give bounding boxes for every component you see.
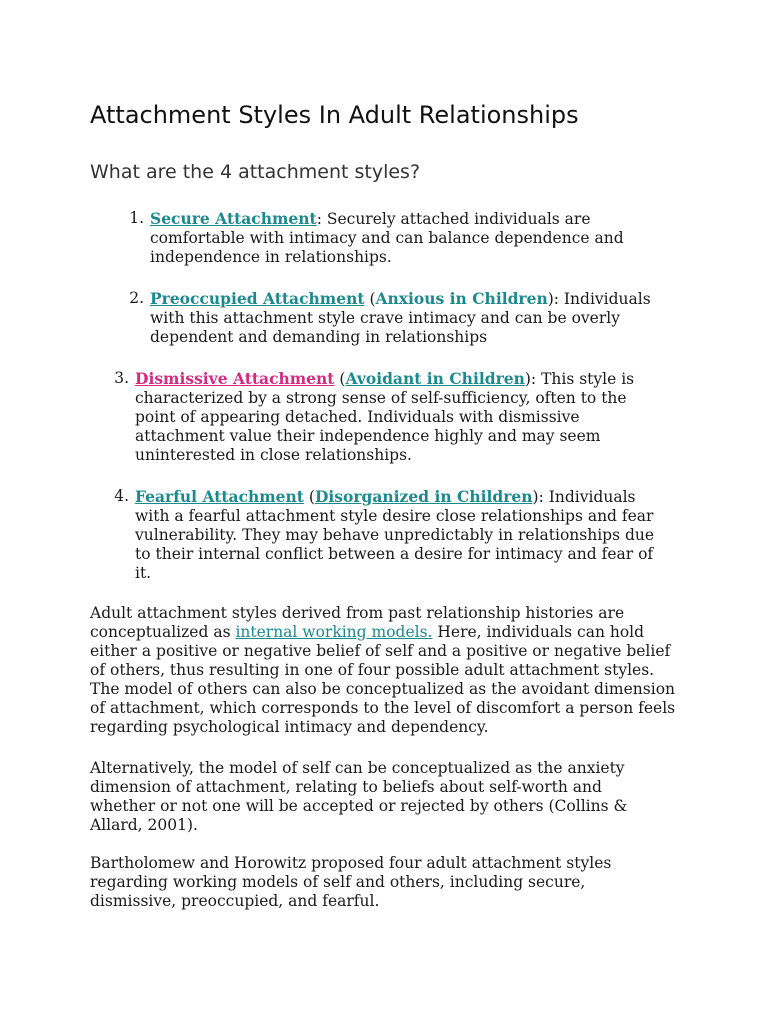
dismissive-attachment-link[interactable]: Dismissive Attachment [135, 369, 335, 388]
preoccupied-attachment-link[interactable]: Preoccupied Attachment [150, 289, 365, 308]
disorganized-in-children-link[interactable]: Disorganized in Children [314, 487, 533, 506]
list-item-description: ): Individuals with a fearful attachment style desire close relationships and fear vulnerability. They may behave unpredictably in relationships due to their internal conflict between a desire for intimacy and fear of it. [135, 488, 655, 582]
paragraph-model-of-self: Alternatively, the model of self can be conceptualized as the anxiety dimension of attachment, relating to beliefs about self-worth and whether or not one will be accepted or rejected by others (Collins & Allard, 2001). [90, 759, 628, 834]
paren-open: ( [334, 370, 346, 388]
section-heading: What are the 4 attachment styles? [90, 161, 421, 183]
list-item-description: ): Individuals with this attachment style crave intimacy and can be overly dependent and demanding in relationships [150, 290, 651, 346]
list-number: 2. [129, 289, 144, 307]
page-title: Attachment Styles In Adult Relationships [90, 101, 579, 129]
paragraph-bartholomew-horowitz: Bartholomew and Horowitz proposed four adult attachment styles regarding working models of self and others, including secure, dismissive, preoccupied, and fearful. [90, 854, 612, 910]
list-item-preoccupied [129, 289, 664, 347]
list-number: 4. [114, 487, 129, 505]
paren-open: ( [303, 488, 315, 506]
list-item-text [135, 369, 651, 465]
list-item-secure [129, 209, 650, 267]
list-item-description: ): This style is characterized by a strong sense of self-sufficiency, often to the point of appearing detached. Individuals with dismissive attachment value their independence highly and may seem uninterested in close relationships. [135, 370, 635, 464]
list-number: 1. [129, 209, 144, 227]
avoidant-in-children-link[interactable]: Avoidant in Children [345, 369, 525, 388]
list-item-text [150, 209, 650, 267]
paragraph-text: Adult attachment styles derived from past relationship histories are conceptualized as [90, 604, 625, 641]
internal-working-models-link[interactable]: internal working models. [235, 623, 433, 641]
list-item-dismissive [114, 369, 651, 465]
anxious-in-children-link[interactable]: Anxious in Children [375, 289, 548, 308]
paragraph-internal-working-models [90, 604, 686, 737]
list-item-text [150, 289, 664, 347]
list-item-description: : Securely attached individuals are comfortable with intimacy and can balance dependence and independence in relationships. [150, 210, 624, 266]
paragraph-text: Here, individuals can hold either a positive or negative belief of self and a positive or negative belief of others, thus resulting in one of four possible adult attachment styles. The model of others can also be conceptualized as the avoidant dimension of attachment, which corresponds to the level of discomfort a person feels regarding psychological intimacy and dependency. [90, 623, 676, 736]
paren-open: ( [364, 290, 376, 308]
fearful-attachment-link[interactable]: Fearful Attachment [135, 487, 304, 506]
list-number: 3. [114, 369, 129, 387]
list-item-text [135, 487, 665, 583]
secure-attachment-link[interactable]: Secure Attachment [150, 209, 317, 228]
list-item-fearful [114, 487, 665, 583]
